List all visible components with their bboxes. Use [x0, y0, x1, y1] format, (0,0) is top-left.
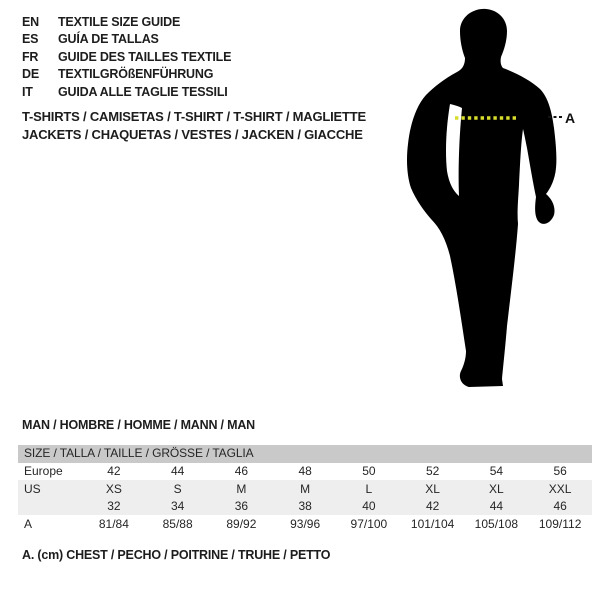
table-cell: M [300, 481, 311, 496]
table-cell: XS [105, 481, 122, 496]
language-code: EN [22, 14, 39, 29]
table-cell: S [173, 481, 182, 496]
table-cell: XXL [548, 481, 572, 496]
section-title: MAN / HOMBRE / HOMME / MANN / MAN [22, 418, 255, 432]
table-cell: XL [425, 481, 440, 496]
table-cell: 93/96 [290, 516, 321, 531]
language-label: TEXTILGRÖßENFÜHRUNG [58, 67, 214, 82]
table-cell: XL [489, 481, 504, 496]
table-row-us [18, 480, 592, 498]
table-cell: 97/100 [350, 516, 388, 531]
table-row-chest-a [18, 515, 592, 533]
table-cell: 85/88 [162, 516, 193, 531]
language-label: GUIDA ALLE TAGLIE TESSILI [58, 84, 228, 99]
language-code: ES [22, 32, 39, 47]
language-label: TEXTILE SIZE GUIDE [58, 14, 181, 29]
table-row-europe [18, 463, 592, 481]
table-cell: 46 [234, 464, 249, 479]
language-label: GUÍA DE TALLAS [58, 32, 159, 47]
language-label: GUIDE DES TAILLES TEXTILE [58, 49, 232, 64]
table-cell: 36 [234, 499, 249, 514]
table-cell: 54 [489, 464, 504, 479]
table-cell: 44 [489, 499, 504, 514]
table-cell: 40 [362, 499, 376, 514]
measurement-footnote: A. (cm) CHEST / PECHO / POITRINE / TRUHE / PETTO [22, 548, 331, 562]
row-label: A [24, 516, 33, 531]
language-code: FR [22, 49, 39, 64]
row-label: US [24, 481, 41, 496]
table-cell: 81/84 [98, 516, 129, 531]
table-cell: 52 [425, 464, 440, 479]
table-cell: 105/108 [474, 516, 519, 531]
table-cell: 56 [553, 464, 567, 479]
row-label: Europe [24, 464, 63, 479]
table-row-numeric [18, 498, 592, 516]
table-cell: 50 [362, 464, 376, 479]
table-cell: 44 [170, 464, 185, 479]
man-silhouette [407, 9, 556, 387]
measure-label-a: A [565, 110, 576, 126]
table-cell: 101/104 [410, 516, 455, 531]
language-code: IT [22, 84, 33, 99]
table-cell: 42 [425, 499, 440, 514]
size-table-header: SIZE / TALLA / TAILLE / GRÖSSE / TAGLIA [18, 445, 592, 463]
table-cell: 34 [170, 499, 185, 514]
table-cell: 89/92 [226, 516, 257, 531]
table-cell: L [365, 481, 373, 496]
table-cell: M [236, 481, 247, 496]
product-types-line1: T-SHIRTS / CAMISETAS / T-SHIRT / T-SHIRT / MAGLIETTE [22, 109, 366, 124]
product-types-line2: JACKETS / CHAQUETAS / VESTES / JACKEN / GIACCHE [22, 126, 363, 142]
table-cell: 109/112 [538, 516, 582, 531]
table-cell: 38 [298, 499, 312, 514]
table-cell: 46 [553, 499, 567, 514]
size-table [18, 445, 592, 533]
language-code: DE [22, 67, 39, 82]
table-cell: 48 [298, 464, 312, 479]
table-cell: 32 [107, 499, 121, 514]
table-cell: 42 [107, 464, 121, 479]
